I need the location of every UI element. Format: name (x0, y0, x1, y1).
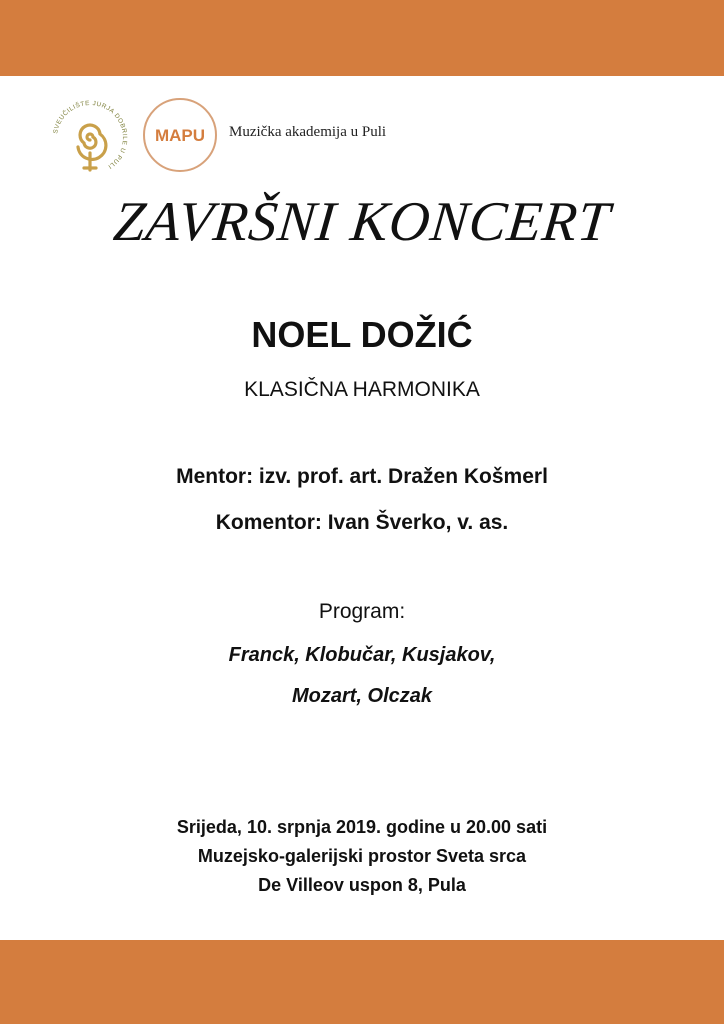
concert-title: ZAVRŠNI KONCERT (110, 191, 614, 253)
date-time-line: Srijeda, 10. srpnja 2019. godine u 20.00 sati (176, 817, 548, 837)
mapu-logo (141, 96, 219, 174)
instrument-label: KLASIČNA HARMONIKA (244, 378, 480, 401)
address-line: De Villeov uspon 8, Pula (258, 875, 466, 895)
comentor-line: Komentor: Ivan Šverko, v. as. (215, 511, 509, 534)
top-orange-band (0, 0, 724, 76)
mentor-line: Mentor: izv. prof. art. Dražen Košmerl (176, 465, 548, 488)
university-seal-logo (50, 98, 130, 178)
bottom-orange-band (0, 940, 724, 1024)
mapu-logo-text: MAPU (154, 126, 206, 145)
composers-line-2: Mozart, Olczak (291, 685, 433, 707)
venue-line: Muzejsko-galerijski prostor Sveta srca (197, 846, 527, 866)
seal-text: SVEUČILIŠTE JURJA DOBRILE U PULI (52, 99, 129, 171)
academy-name: Muzička akademija u Puli (229, 124, 387, 140)
performer-name: NOEL DOŽIĆ (251, 314, 473, 355)
program-label: Program: (318, 600, 406, 623)
composers-line-1: Franck, Klobučar, Kusjakov, (228, 644, 496, 666)
